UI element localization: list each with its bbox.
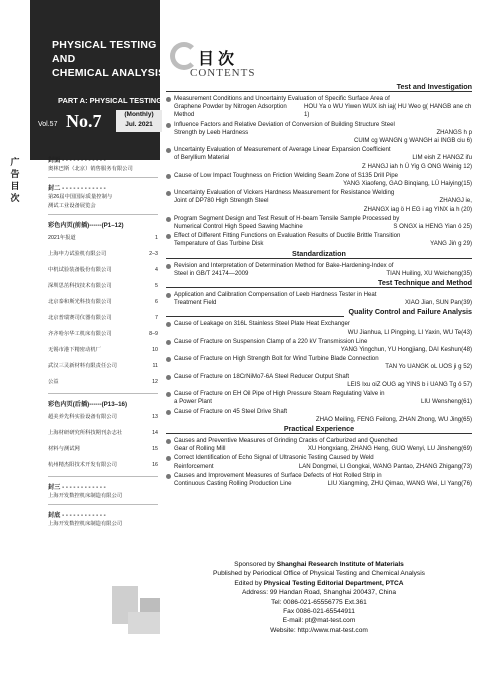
advertiser-name: 材料与测试网 [48,446,80,452]
page-number: 2–3 [149,251,158,257]
article-title-cont[interactable]: a Power Plant [174,398,212,406]
page-number: 12 [152,379,158,385]
article-title[interactable]: Cause of Low Impact Toughness on Friction Welding Seam Zone of S135 Drill Pipe [166,172,472,180]
article-title-cont[interactable]: Gear of Rolling Mill [174,445,226,453]
article-continuation-row [166,463,472,471]
article-authors: TAN Yo UANGK oL UOS ji g 52) [385,363,472,371]
ad-index-row [48,262,158,278]
advertiser-name: 北京普瑞赛司仪器有限公司 [48,315,112,321]
page-number: 8–9 [149,331,158,337]
website-link[interactable]: Website: http://www.mat-test.com [270,626,368,634]
page-number: 7 [155,315,158,321]
divider [48,177,158,178]
toc-entry[interactable] [166,232,472,248]
ad-index-row [48,425,158,441]
color-back-head: 彩色内页(后插)------(P13–16) [48,401,128,408]
ad-index-row [48,374,158,390]
cover-advertiser: 奥林巴斯（北京）销售服务有限公司 [48,166,133,172]
cover3-advertiser: 上海开发数控机床制造有限公司 [48,493,123,499]
toc-entry[interactable] [166,215,472,231]
article-authors: HOU Ya o WU Yiwen WUX ish iaj( HU Weo g( HANGB ane ch 1) [303,103,472,119]
email-link[interactable]: E-mail: pt@mat-test.com [282,617,356,625]
toc-entry[interactable] [166,189,472,214]
article-title[interactable]: Influence Factors and Relative Deviation of Conversion of Building Structure Steel [166,121,472,129]
editor-name: Physical Testing Editorial Department, PTCA [263,579,404,587]
article-authors: ZHANGS h p [436,128,472,136]
ad-index-row [48,294,158,310]
side-label-char: 广 [10,157,20,167]
article-continuation-row [166,129,472,137]
page-number: 5 [155,283,158,289]
advertiser-name: 上海申力试验机有限公司 [48,251,107,257]
article-title[interactable]: Cause of Fracture on 45 Steel Drive Shaft [166,408,472,416]
advertiser-name: 中机试验装备股份有限公司 [48,267,112,273]
section-title: Practical Experience [280,425,358,433]
article-title[interactable]: Measurement Conditions and Uncertainty Evaluation of Specific Surface Area of [166,95,472,103]
article-title[interactable]: Causes and Improvement Measures of Surface Defects of Hot Rolled Strip in [166,472,472,480]
section-heading [166,250,472,261]
sponsor-name: Shanghai Research Institute of Materials [276,561,404,568]
article-title-cont[interactable]: Temperature of Gas Turbine Disk [174,240,264,248]
advertiser-name: 公益 [48,379,59,385]
article-title-cont[interactable]: Graphene Powder by Nitrogen Adsorption Method [174,103,287,119]
advertiser-name: 武汉三灵新材料有限责任公司 [48,363,117,369]
ad-index-row [48,278,158,294]
ad-index-side-label [8,156,22,204]
section-title: Standardization [288,250,350,258]
advertiser-name: 北京泰和斯光科技有限公司 [48,299,112,305]
left-column [0,0,166,679]
article-authors: WU Jianhua, LI Pingping, LI Yaxin, WU Te(43) [347,328,472,336]
article-authors: LEIS Ixu oiZ OUG ag YINS b i UANG Tg ö 57) [347,380,472,388]
article-title[interactable]: Effect of Different Fitting Functions on Evaluation Results of Ductile Brittle Transition [166,232,472,240]
magazine-title-line-1: PHYSICAL TESTING [52,39,157,51]
article-authors: YANG Xiaofeng, GAO Binqiang, LÜ Haiying(15) [343,180,472,188]
divider [48,214,158,215]
article-title[interactable]: Cause of Fracture on Suspension Clamp of a 220 kV Transmission Line [166,338,472,346]
ad-index-row [48,310,158,326]
ad-index-row [48,230,158,246]
section-heading [166,279,472,290]
toc-entry[interactable] [166,472,472,488]
editor-prefix: Edited by [234,579,264,587]
advertiser-name: 上海材研研究所科技期刊杂志社 [48,430,123,436]
volume-label: Vol.57 [38,121,58,128]
publisher-info [166,560,472,635]
article-continuation-row [166,480,472,488]
divider [48,393,158,394]
article-title[interactable]: Cause of Fracture on High Strength Bolt for Wind Turbine Blade Connection [166,355,472,363]
cover3-head: 封三 - - - - - - - - - - - - [48,484,106,491]
cover4-head: 封底 - - - - - - - - - - - - [48,512,106,519]
article-title-cont[interactable]: Steel in GB/T 24174—2009 [174,269,249,277]
section-title: Test Technique and Method [374,279,472,287]
article-title[interactable]: Uncertainty Evaluation of Vickers Hardness Measurement for Resistance Welding [166,189,472,197]
ad-index-row [48,441,158,457]
article-continuation-row [166,445,472,453]
ad-index-row [48,246,158,262]
toc-entry[interactable] [166,390,472,406]
ad-index-row [48,326,158,342]
article-continuation-row [166,197,472,205]
article-title[interactable]: Cause of Leakage on 316L Stainless Steel Plate Heat Exchanger [166,320,472,328]
cover2-head: 封二 - - - - - - - - - - - - [48,185,106,192]
issue-number: No.7 [66,111,102,131]
sponsor-line [166,560,472,569]
page-number: 11 [152,363,158,369]
article-authors: YANG Jiṅ g 29) [430,240,472,248]
section-title: Quality Control and Failure Analysis [344,308,472,316]
color-back-list [48,409,158,473]
article-title-cont[interactable]: Joint of DP780 High Strength Steel [174,197,269,205]
page-number: 16 [152,462,158,468]
toc-entry[interactable] [166,437,472,453]
article-title-cont[interactable]: Treatment Field [174,299,217,307]
toc-entry[interactable] [166,262,472,278]
cover4-advertiser: 上海开发数控机床制造有限公司 [48,521,123,527]
article-title-cont[interactable]: of Beryllium Material [174,154,230,162]
side-label-char: 次 [10,193,20,203]
advertiser-name: 深圳思茁科技技术有限公司 [48,283,112,289]
toc-entry[interactable] [166,95,472,120]
article-title-cont[interactable]: Reinforcement [174,462,214,470]
article-continuation-row [166,223,472,231]
magazine-title-line-2: AND [52,53,76,65]
divider [48,476,158,477]
page-number: 10 [152,347,158,353]
cover2-advertiser-1: 第26届中国国际质量控制与 [48,194,113,200]
page-number: 15 [152,446,158,452]
table-of-contents [166,82,472,489]
page-number: 13 [152,414,158,420]
article-authors: XIAO Jian, SUN Pan(39) [404,299,472,307]
article-authors: XU Hongxiang, ZHANG Heng, GUO Wenyi, LU Jinsheng(69) [307,445,472,453]
sponsor-prefix: Sponsored by [234,561,277,568]
article-authors-2: CUIM cg WANGN g WANGH ai INGB ciu 6) [353,137,472,145]
article-authors: TIAN Huiling, XU Weicheng(35) [386,269,472,277]
issue-date: Jul. 2021 [125,121,153,128]
cover2-advertiser-2: 测试工业设备展览会 [48,203,96,209]
article-authors: LAN Dongmei, LI Gongkai, WANG Pantao, ZHANG Zhigang(73) [298,462,472,470]
article-authors: ZHAO Meiling, FENG Feilong, ZHAN Zhong, WU Jing(65) [315,415,472,423]
contents-title-en: CONTENTS [190,67,256,79]
tel-line: Tel: 0086-021-65556775 Ext.361 [271,598,367,606]
article-title-cont[interactable]: Continuous Casting Rolling Production Line [174,479,292,487]
toc-entry[interactable] [166,454,472,470]
section-title: Test and Investigation [393,83,472,91]
issue-info [38,108,160,134]
advertiser-name: 齐齐哈尔华工机床有限公司 [48,331,112,337]
toc-entry[interactable] [166,172,472,188]
toc-entry[interactable] [166,291,472,307]
page-number: 6 [155,299,158,305]
toc-entry[interactable] [166,320,472,336]
contents-title-cn: 目次 [198,49,239,68]
advertiser-name: 超美养先科实验设备有限公司 [48,414,117,420]
toc-entry[interactable] [166,146,472,171]
article-title[interactable]: Cause of Fracture on EH Oil Pipe of High Pressure Steam Regulating Valve in [166,390,472,398]
page-number: 1 [155,235,158,241]
article-title-cont[interactable]: Numerical Control High Speed Sawing Machine [174,223,303,231]
article-authors-2: ZHANGX iag ö H EG i ag YINX ia h (20) [363,205,472,213]
article-title[interactable]: Revision and Interpretation of Determination Method for Bake-Hardening-Index of [166,262,472,270]
decorative-block [128,612,160,634]
toc-entry[interactable] [166,355,472,371]
article-continuation-row [166,270,472,278]
page-number: 14 [152,430,158,436]
article-authors: LIU Xiangming, ZHU Qimao, WANG Wei, LI Yang(76) [327,479,472,487]
article-title[interactable]: Cause of Fracture on 18CrNiMo7-6A Steel Reducer Output Shaft [166,373,472,381]
page-number: 4 [155,267,158,273]
magazine-title-line-3: CHEMICAL ANALYSIS [52,67,166,79]
masthead-strip [30,0,163,160]
section-heading [166,425,472,436]
address-line: Address: 99 Handan Road, Shanghai 200437, China [242,589,396,597]
toc-entry[interactable] [166,121,472,146]
ad-index [48,150,158,529]
article-authors: LIM eish Z HANGZ ifu [412,154,472,162]
ad-index-row [48,358,158,374]
article-title[interactable]: Uncertainty Evaluation of Measurement of Average Linear Expansion Coefficient [166,146,472,154]
magazine-title [52,38,165,80]
article-title[interactable]: Causes and Preventive Measures of Grinding Cracks of Carburized and Quenched [166,437,472,445]
color-front-head: 彩色内页(前插)------(P1–12) [48,222,124,229]
article-continuation-row [166,398,472,406]
contents-logo [170,42,290,84]
issue-date-box [116,110,162,132]
article-title-cont[interactable]: Strength by Leeb Hardness [174,128,249,136]
article-title[interactable]: Correct Identification of Echo Signal of Ultrasonic Testing Caused by Weld [166,454,472,462]
advertiser-name: 无锡市港下精密动机厂 [48,347,101,353]
article-authors: ZHANGJ ie, [439,197,472,205]
publisher-line: Published by Periodical Office of Physical Testing and Chemical Analysis [213,570,425,578]
fax-line: Fax 0086-021-65544911 [283,608,355,616]
article-title[interactable]: Program Segment Design and Test Result of H-beam Tensile Sample Processed by [166,215,472,223]
toc-entry[interactable] [166,373,472,389]
divider [48,504,158,505]
ad-index-row [48,457,158,473]
ad-index-row [48,409,158,425]
article-authors-2: Z HANGJ iah h Ü Yig G ONG Weinig 12) [362,162,472,170]
article-authors: YANG Yingchun, YU Hongjiang, DAI Keshun(48) [340,346,472,354]
cover-head: 封面 - - - - - - - - - - - - [48,157,106,164]
advertiser-name: 杭州精杰阳技术开发有限公司 [48,462,117,468]
article-continuation-row [166,103,472,119]
article-continuation-row [166,154,472,162]
article-authors: LIU Wensheng(61) [420,398,472,406]
side-label-char: 告 [10,169,20,179]
part-label: PART A: PHYSICAL TESTING [58,96,163,105]
advertiser-name: 2021年报道 [48,235,76,241]
article-continuation-row [166,240,472,248]
section-heading [166,308,472,319]
monthly-label: (Monthly) [124,111,154,118]
toc-entry[interactable] [166,408,472,424]
color-front-list [48,230,158,390]
contents-c-icon [170,42,198,70]
article-authors: S ONGX ia HENG Yian ö 25) [393,223,472,231]
toc-entry[interactable] [166,338,472,354]
editor-line [166,579,472,588]
article-continuation-row [166,299,472,307]
ad-index-row [48,342,158,358]
side-label-char: 目 [10,181,20,191]
article-title[interactable]: Application and Calibration Compensation of Leeb Hardness Tester in Heat [166,291,472,299]
section-heading [166,83,472,94]
